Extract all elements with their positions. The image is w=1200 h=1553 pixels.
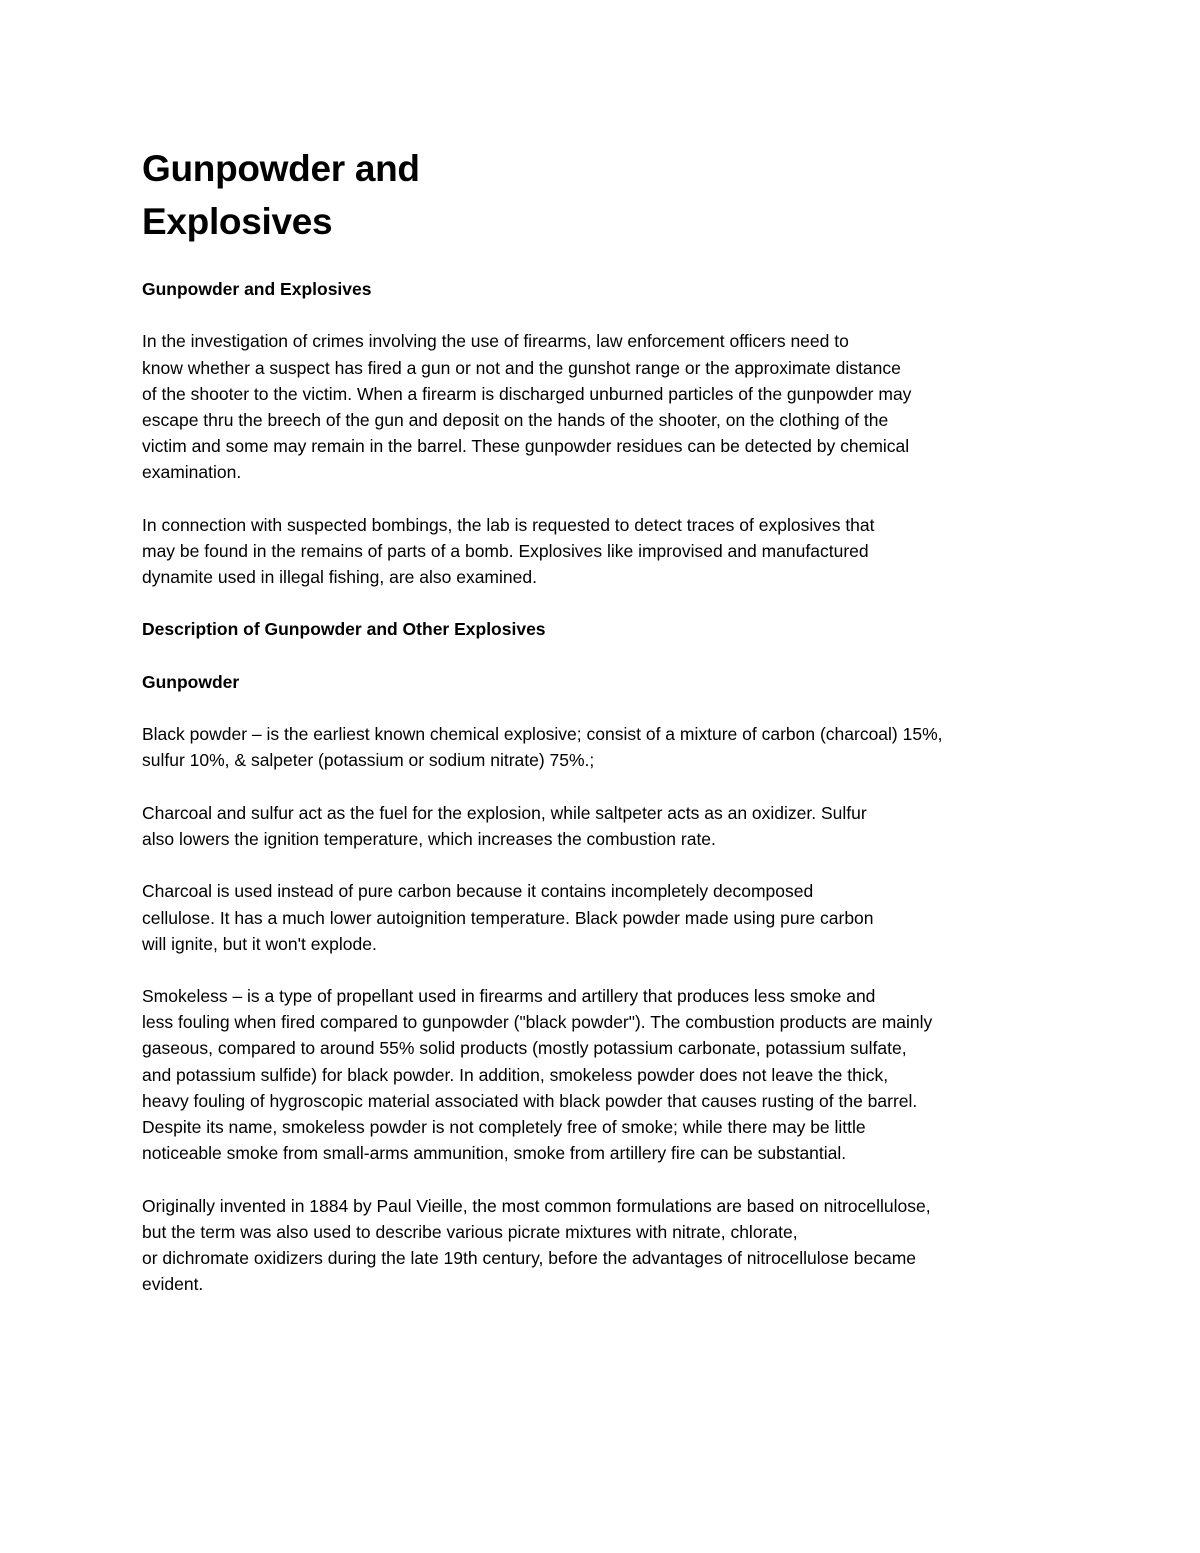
- section-subtitle: Gunpowder and Explosives: [142, 279, 372, 299]
- paragraph-line: victim and some may remain in the barrel. These gunpowder residues can be detected by chemical: [142, 436, 910, 457]
- paragraph-bombings: [142, 512, 1062, 591]
- paragraph-intro: [142, 328, 1062, 485]
- paragraph-line: dynamite used in illegal fishing, are also examined.: [142, 567, 537, 588]
- paragraph-line: but the term was also used to describe various picrate mixtures with nitrate, chlorate,: [142, 1221, 798, 1242]
- paragraph-line: also lowers the ignition temperature, which increases the combustion rate.: [142, 828, 716, 849]
- paragraph-line: Originally invented in 1884 by Paul Vieille, the most common formulations are based on nitrocellulose,: [142, 1195, 931, 1216]
- paragraph-line: and potassium sulfide) for black powder. In addition, smokeless powder does not leave the thick,: [142, 1064, 889, 1085]
- document-title: [142, 142, 742, 248]
- document-body: [142, 276, 1062, 1297]
- paragraph-line: Despite its name, smokeless powder is not completely free of smoke; while there may be little: [142, 1117, 866, 1137]
- paragraph-line: know whether a suspect has fired a gun or not and the gunshot range or the approximate distance: [142, 357, 901, 378]
- paragraph-line: cellulose. It has a much lower autoignition temperature. Black powder made using pure carbon: [142, 907, 874, 928]
- section-heading-description: Description of Gunpowder and Other Explosives: [142, 619, 546, 640]
- paragraph-line: examination.: [142, 462, 242, 483]
- title-line: Explosives: [142, 201, 333, 242]
- paragraph-line: escape thru the breech of the gun and deposit on the hands of the shooter, on the clothing of the: [142, 409, 889, 430]
- paragraph-line: In connection with suspected bombings, the lab is requested to detect traces of explosives that: [142, 514, 875, 535]
- paragraph-line: less fouling when fired compared to gunpowder ("black powder"). The combustion products are mainly: [142, 1012, 933, 1033]
- paragraph-black-powder: [142, 721, 1062, 773]
- paragraph-line: Smokeless – is a type of propellant used in firearms and artillery that produces less smoke and: [142, 986, 876, 1007]
- paragraph-line: evident.: [142, 1274, 204, 1295]
- paragraph-line: Black powder – is the earliest known chemical explosive; consist of a mixture of carbon (charcoal) 15%,: [142, 724, 943, 745]
- paragraph-line: In the investigation of crimes involving the use of firearms, law enforcement officers need to: [142, 331, 849, 352]
- paragraph-line: sulfur 10%, & salpeter (potassium or sodium nitrate) 75%.;: [142, 750, 595, 771]
- paragraph-smokeless: [142, 983, 1062, 1166]
- paragraph-line: noticeable smoke from small-arms ammunition, smoke from artillery fire can be substantial.: [142, 1143, 847, 1164]
- paragraph-line: may be found in the remains of parts of a bomb. Explosives like improvised and manufactured: [142, 540, 869, 561]
- title-line: Gunpowder and: [142, 148, 420, 189]
- paragraph-line: or dichromate oxidizers during the late 19th century, before the advantages of nitrocellulose became: [142, 1247, 917, 1268]
- paragraph-line: of the shooter to the victim. When a firearm is discharged unburned particles of the gunpowder may: [142, 383, 912, 404]
- paragraph-line: gaseous, compared to around 55% solid products (mostly potassium carbonate, potassium sulfate,: [142, 1038, 907, 1059]
- paragraph-line: Charcoal and sulfur act as the fuel for the explosion, while saltpeter acts as an oxidizer. Sulfur: [142, 802, 867, 823]
- paragraph-line: Charcoal is used instead of pure carbon because it contains incompletely decomposed: [142, 881, 814, 902]
- paragraph-charcoal-carbon: [142, 878, 1062, 957]
- paragraph-originally: [142, 1193, 1062, 1298]
- paragraph-line: will ignite, but it won't explode.: [142, 933, 377, 954]
- section-heading-gunpowder: Gunpowder: [142, 671, 240, 692]
- paragraph-charcoal-sulfur: [142, 800, 1062, 852]
- paragraph-line: heavy fouling of hygroscopic material associated with black powder that causes rusting of the barrel.: [142, 1090, 918, 1111]
